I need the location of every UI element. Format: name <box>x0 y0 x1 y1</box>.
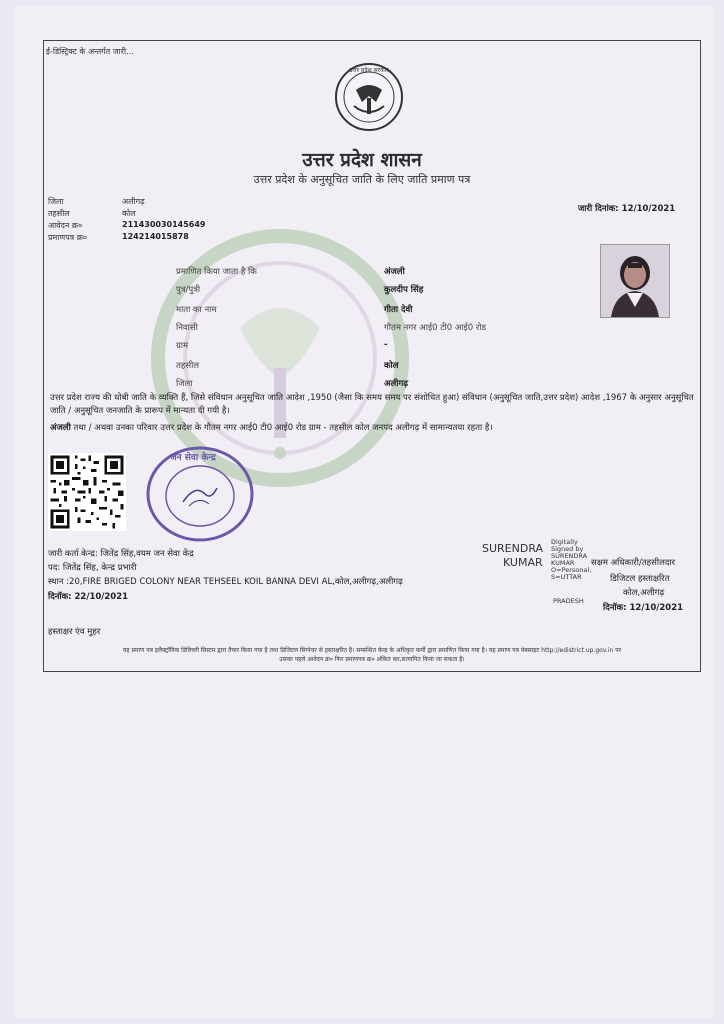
ds-line-3: SURENDRA <box>551 552 588 560</box>
issuer-post: पद: जितेंद्र सिंह, केन्द्र प्रभारी <box>48 563 137 573</box>
application-label: आवेदन क्र० <box>48 221 83 230</box>
certificate-subtitle: उत्तर प्रदेश के अनुसूचित जाति के लिए जाति प्रमाण पत्र <box>253 173 471 186</box>
residence-text: तथा / अथवा उनका परिवार उत्तर प्रदेश के गौतम नगर आई0 टी0 आई0 रोड ग्राम - तहसील कोल जनपद अलीगढ़ में सामान्यतया रहता है। <box>70 423 493 433</box>
district-value: अलीगढ़ <box>122 197 145 206</box>
application-number: 211430030145649 <box>122 220 206 229</box>
signer-name-last: KUMAR <box>503 556 543 569</box>
field-label-tehsil: तहसील <box>176 361 200 371</box>
signature-date: दिनॉक: 12/10/2021 <box>603 603 684 613</box>
digitally-signed-label: डिजिटल हस्ताक्षरित <box>610 574 670 584</box>
issued-under-note: ई-डिस्ट्रिक्ट के अन्तर्गत जारी... <box>46 47 134 56</box>
field-label-mother: माता का नाम <box>176 305 217 315</box>
certificate-label: प्रमाणपत्र क्र० <box>48 233 87 242</box>
signer-location: कोल,अलीगढ़ <box>623 588 665 598</box>
signature-and-seal-label: हस्ताक्षर एंव मुहर <box>48 627 101 637</box>
field-value-village: - <box>384 340 388 350</box>
field-value-district: अलीगढ़ <box>384 379 409 389</box>
residence-name: अंजली <box>50 423 71 433</box>
field-value-parent: कुलदीप सिंह <box>384 285 424 295</box>
field-label-certified: प्रमाणित किया जाता है कि <box>176 267 257 277</box>
field-value-tehsil: कोल <box>384 361 399 371</box>
ds-line-4: KUMAR <box>551 559 575 567</box>
competent-officer: सक्षम अधिकारी/तहसीलदार <box>591 558 676 568</box>
field-value-resident: गौतम नगर आई0 टी0 आई0 रोड <box>384 323 487 333</box>
issue-date: जारी दिनांक: 12/10/2021 <box>578 204 676 214</box>
residence-statement <box>50 422 696 435</box>
field-value-mother: गीता देवी <box>384 305 413 315</box>
applicant-portrait-icon <box>601 245 669 317</box>
field-label-district: जिला <box>176 379 193 389</box>
page-title: उत्तर प्रदेश शासन <box>302 149 422 171</box>
digital-signature-block <box>551 539 591 581</box>
issuing-center: जारी कर्ता केन्द्र: जितेंद्र सिंह,वयम जन सेवा केंद्र <box>48 549 194 559</box>
field-label-resident: निवासी <box>176 323 198 333</box>
district-label: जिला <box>48 197 64 206</box>
ds-line-5: O=Personal, <box>551 566 592 574</box>
field-value-name: अंजली <box>384 267 405 277</box>
field-label-parent: पुत्र/पुत्री <box>176 285 201 295</box>
issuer-place: स्थान :20,FIRE BRIGED COLONY NEAR TEHSEEL KOIL BANNA DEVI AL,कोल,अलीगढ़,अलीगढ़ <box>48 577 403 587</box>
verification-footer <box>46 646 698 664</box>
caste-statement: उत्तर प्रदेश राज्य की धोबी जाति के व्यक्ति हैं, जिसे संविधान अनुसूचित जाति आदेश ,1950 (जैसा कि समय समय पर संशोधित हुआ) संविधान (अनुसूचित जाति,उत्तर प्रदेश) आदेश ,1967 के अनुसार अनुसूचित जाति / अनुसूचित जनजाति के प्रारूप में मान्यता दी गयी है। <box>50 393 694 416</box>
ds-line-2: Signed by <box>551 545 584 553</box>
seal-text: जन सेवा केन्द्र <box>170 453 216 463</box>
tehsil-label: तहसील <box>48 209 70 218</box>
field-label-village: ग्राम <box>176 341 189 351</box>
ds-line-6: S=UTTAR <box>551 573 582 581</box>
ds-line-7: PRADESH <box>553 597 584 605</box>
certificate-number: 124214015878 <box>122 232 189 241</box>
footer-line-2: उसका पहले आवेदन क्र० फिर प्रमाणपत्र क्र० अंकित कर,सत्यापित किया जा सकता है। <box>279 656 465 663</box>
ds-line-1: Digitally <box>551 538 578 546</box>
issuer-date: दिनॉक: 22/10/2021 <box>48 592 129 602</box>
emblem-text: उत्तर प्रदेश सरकार <box>349 67 389 74</box>
signer-name-first: SURENDRA <box>482 542 544 555</box>
verification-qr-code-icon[interactable] <box>48 453 126 531</box>
applicant-photo <box>600 244 670 318</box>
footer-line-1: यह प्रमाण पत्र इलैक्ट्रॉनिक डिलिवरी सिस्टम द्वारा तैयार किया गया है तथा डिजिटल सिग्नेचर से हस्ताक्षरित है। सम्बन्धित केन्द्र के अधिकृत कर्मी द्वारा प्रमाणित किया गया है। यह प्रमाण पत्र वेबसाइट http://edistrict.up.gov.in पर <box>122 647 622 654</box>
tehsil-value: कोल <box>122 209 136 218</box>
